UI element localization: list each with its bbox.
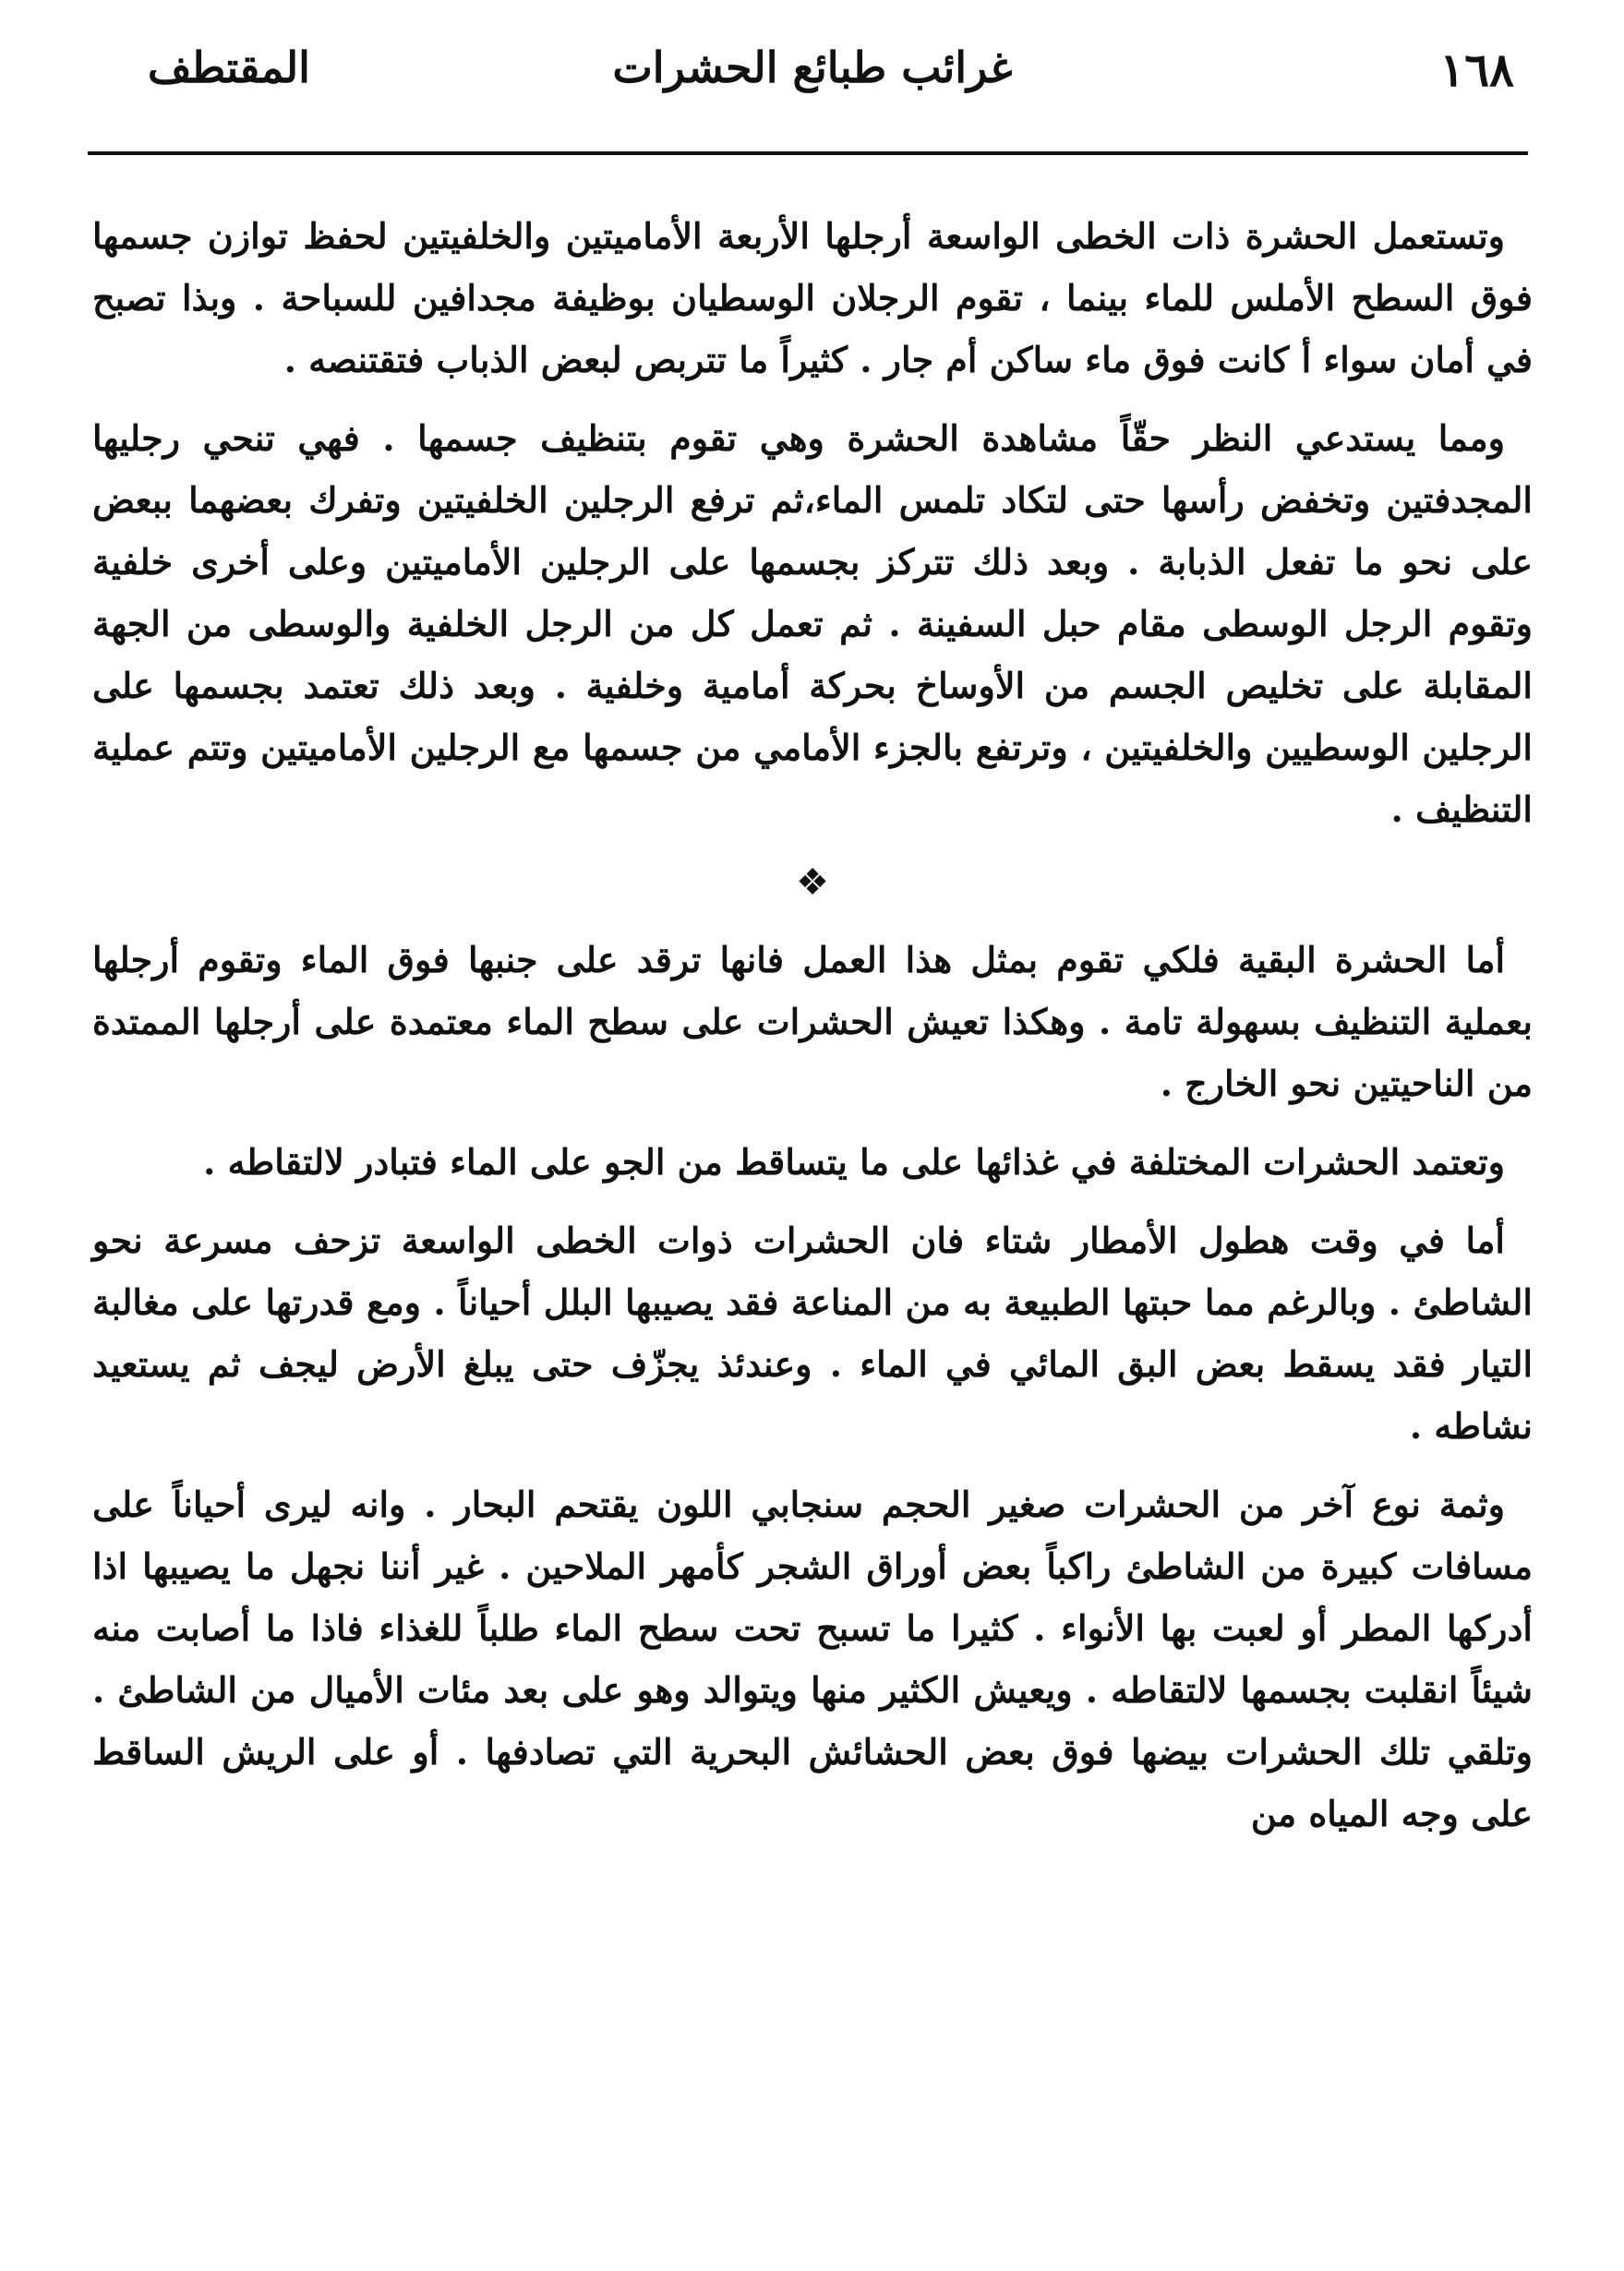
- paragraph-cleaning-behavior: ومما يستدعي النظر حقّاً مشاهدة الحشرة وهي تقوم بتنظيف جسمها . فهي تنحي رجليها المجدفتين وتخفض رأسها حتى لتكاد تلمس الماء،ثم ترفع الرجلين الخلفيتين وتفرك بعضهما ببعض على نحو ما تفعل الذبابة . وبعد ذلك تتركز بجسمها على الرجلين الأماميتين وعلى أخرى خلفية وتقوم الرجل الوسطى مقام حبل السفينة . ثم تعمل كل من الرجل الخلفية والوسطى من الجهة المقابلة على تخليص الجسم من الأوساخ بحركة أمامية وخلفية . وبعد ذلك تعتمد بجسمها على الرجلين الوسطيين والخلفيتين ، وترتفع بالجزء الأمامي من جسمها مع الرجلين الأماميتين وتتم عملية التنظيف .: [92, 417, 1533, 830]
- page-header: [92, 42, 1533, 116]
- journal-name: المقتطف: [148, 42, 310, 92]
- article-body: [92, 205, 1533, 1861]
- paragraph-bug-cleaning: أما الحشرة البقية فلكي تقوم بمثل هذا العمل فانها ترقد على جنبها فوق الماء وتقوم أرجلها بعملية التنظيف بسهولة تامة . وهكذا تعيش الحشرات على سطح الماء معتمدة على أرجلها الممتدة من الناحيتين نحو الخارج .: [92, 939, 1533, 1104]
- paragraph-sea-insect: وثمة نوع آخر من الحشرات صغير الحجم سنجابي اللون يقتحم البحار . وانه ليرى أحياناً على مسافات كبيرة من الشاطئ راكباً بعض أوراق الشجر كأمهر الملاحين . غير أننا نجهل ما يصيبها اذا أدركها المطر أو لعبت بها الأنواء . كثيرا ما تسبح تحت سطح الماء طلباً للغذاء فاذا ما أصابت منه شيئاً انقلبت بجسمها لالتقاطه . ويعيش الكثير منها ويتوالد وهو على بعد مئات الأميال من الشاطئ . وتلقي تلك الحشرات بيضها فوق بعض الحشائش البحرية التي تصادفها . أو على الريش الساقط على وجه المياه من: [92, 1484, 1533, 1834]
- page-number: ١٦٨: [1439, 42, 1514, 97]
- paragraph-rain-behavior: أما في وقت هطول الأمطار شتاء فان الحشرات ذوات الخطى الواسعة تزحف مسرعة نحو الشاطئ . وبالرغم مما حبتها الطبيعة به من المناعة فقد يصيبها البلل أحياناً . ومع قدرتها على مغالبة التيار فقد يسقط بعض البق المائي في الماء . وعندئذ يجزّف حتى يبلغ الأرض ليجف ثم يستعيد نشاطه .: [92, 1220, 1533, 1447]
- running-title: غرائب طبائع الحشرات: [612, 42, 1013, 92]
- header-divider: [88, 151, 1528, 155]
- paragraph-water-strider-legs: وتستعمل الحشرة ذات الخطى الواسعة أرجلها الأربعة الأماميتين والخلفيتين لحفظ توازن جسمها فوق السطح الأملس للماء بينما ، تقوم الرجلان الوسطيان بوظيفة مجدافين للسباحة . وبذا تصبح في أمان سواء أ كانت فوق ماء ساكن أم جار . كثيراً ما تتربص لبعض الذباب فتقتنصه .: [92, 215, 1533, 380]
- section-ornament-icon: ❖: [796, 861, 829, 904]
- paragraph-diet: وتعتمد الحشرات المختلفة في غذائها على ما يتساقط من الجو على الماء فتبادر لالتقاطه .: [203, 1141, 1505, 1183]
